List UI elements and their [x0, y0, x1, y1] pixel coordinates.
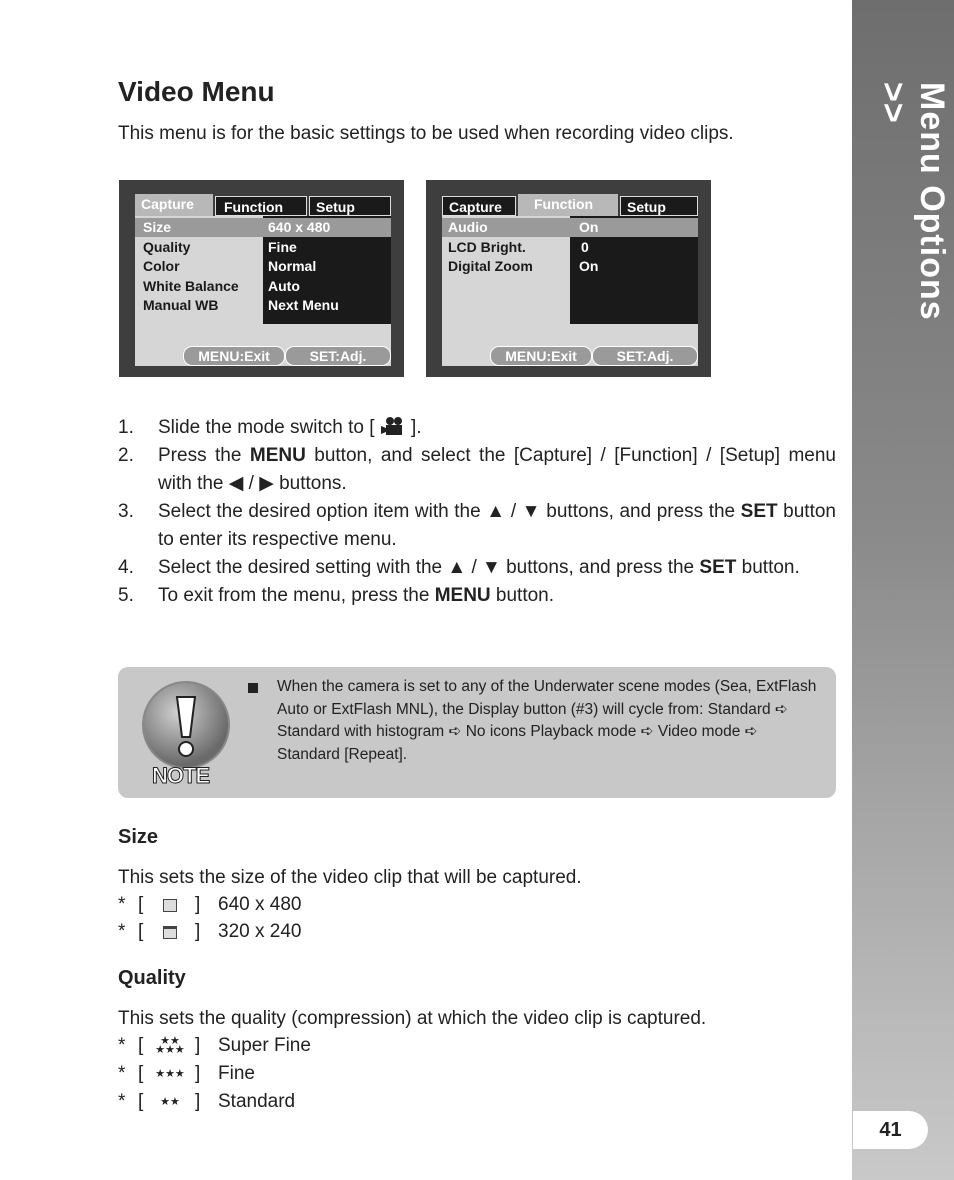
- menu-exit-hint: MENU:Exit: [183, 346, 285, 366]
- menu-row-audio[interactable]: Audio On: [442, 218, 698, 237]
- tab-capture[interactable]: Capture: [442, 196, 516, 216]
- menu-row-size[interactable]: Size 640 x 480: [135, 218, 391, 237]
- page-title: Video Menu: [118, 76, 275, 107]
- sidebar-title: Menu Options >>: [874, 82, 951, 321]
- note-label: NOTE: [152, 763, 210, 788]
- menu-row-color[interactable]: Color Normal: [143, 258, 317, 274]
- screen-footer: [183, 346, 391, 364]
- note-text: When the camera is set to any of the Underwater scene modes (Sea, ExtFlash Auto or ExtFlash MNL), the Display button (#3) will cycle from: Standard ➪ Standard with histogram ➪ No icons Playback mode ➪ Video mode ➪ Standard [Repeat].: [277, 678, 817, 763]
- size-heading: Size: [118, 826, 159, 848]
- camera-screen-function: [426, 180, 711, 377]
- set-adj-hint: SET:Adj.: [592, 346, 698, 366]
- menu-tabs: [135, 194, 391, 216]
- step-5: 5. To exit from the menu, press the MENU button.: [118, 585, 555, 606]
- menu-tabs: [442, 194, 698, 216]
- size-description: This sets the size of the video clip that will be captured.: [118, 867, 582, 888]
- menu-row-white-balance[interactable]: White Balance Auto: [143, 278, 300, 294]
- super-fine-stars-icon: ★★ ★★★: [155, 1035, 185, 1056]
- size-option: * [ ] 640 x 480: [118, 894, 302, 915]
- exclamation-icon: [142, 681, 230, 769]
- size-option: * [ ] 320 x 240: [118, 921, 302, 942]
- menu-row-digital-zoom[interactable]: Digital Zoom On: [448, 258, 599, 274]
- tab-setup[interactable]: Setup: [620, 196, 698, 216]
- intro-text: This menu is for the basic settings to be used when recording video clips.: [118, 123, 734, 144]
- fine-stars-icon: ★★★: [155, 1067, 185, 1080]
- step-1: 1. Slide the mode switch to [ ].: [118, 417, 422, 438]
- instruction-steps: [118, 414, 836, 610]
- screen-footer: [490, 346, 698, 364]
- quality-description: This sets the quality (compression) at which the video clip is captured.: [118, 1008, 707, 1029]
- tab-capture[interactable]: Capture: [135, 194, 213, 216]
- tab-setup[interactable]: Setup: [309, 196, 391, 216]
- step-4: 4. Select the desired setting with the ▲ / ▼ buttons, and press the SET button.: [118, 557, 800, 578]
- set-adj-hint: SET:Adj.: [285, 346, 391, 366]
- step-2: 2. Press the MENU button, and select the [Capture] / [Function] / [Setup] menu with the ◀ / ▶ buttons.: [118, 445, 836, 494]
- camera-screen-capture: [119, 180, 404, 377]
- square-bullet-icon: [248, 683, 258, 693]
- quality-heading: Quality: [118, 967, 186, 989]
- menu-row-lcd-bright[interactable]: LCD Bright. 0: [448, 239, 589, 255]
- size-320-icon: [163, 926, 177, 939]
- page-number: 41: [853, 1111, 928, 1149]
- tab-function[interactable]: Function: [518, 194, 618, 216]
- size-640-icon: [163, 899, 177, 912]
- step-3: 3. Select the desired option item with the ▲ / ▼ buttons, and press the SET button to enter its respective menu.: [118, 501, 836, 550]
- note-box: [118, 667, 836, 798]
- menu-row-quality[interactable]: Quality Fine: [143, 239, 297, 255]
- video-camera-icon: [380, 416, 406, 436]
- tab-function[interactable]: Function: [215, 196, 307, 216]
- quality-option: * [ ★★ ] Standard: [118, 1091, 296, 1112]
- standard-stars-icon: ★★: [160, 1095, 180, 1108]
- quality-option: * [ ★★ ★★★ ] Super Fine: [118, 1035, 311, 1056]
- menu-row-manual-wb[interactable]: Manual WB Next Menu: [143, 297, 339, 313]
- quality-option: * [ ★★★ ] Fine: [118, 1063, 255, 1084]
- menu-exit-hint: MENU:Exit: [490, 346, 592, 366]
